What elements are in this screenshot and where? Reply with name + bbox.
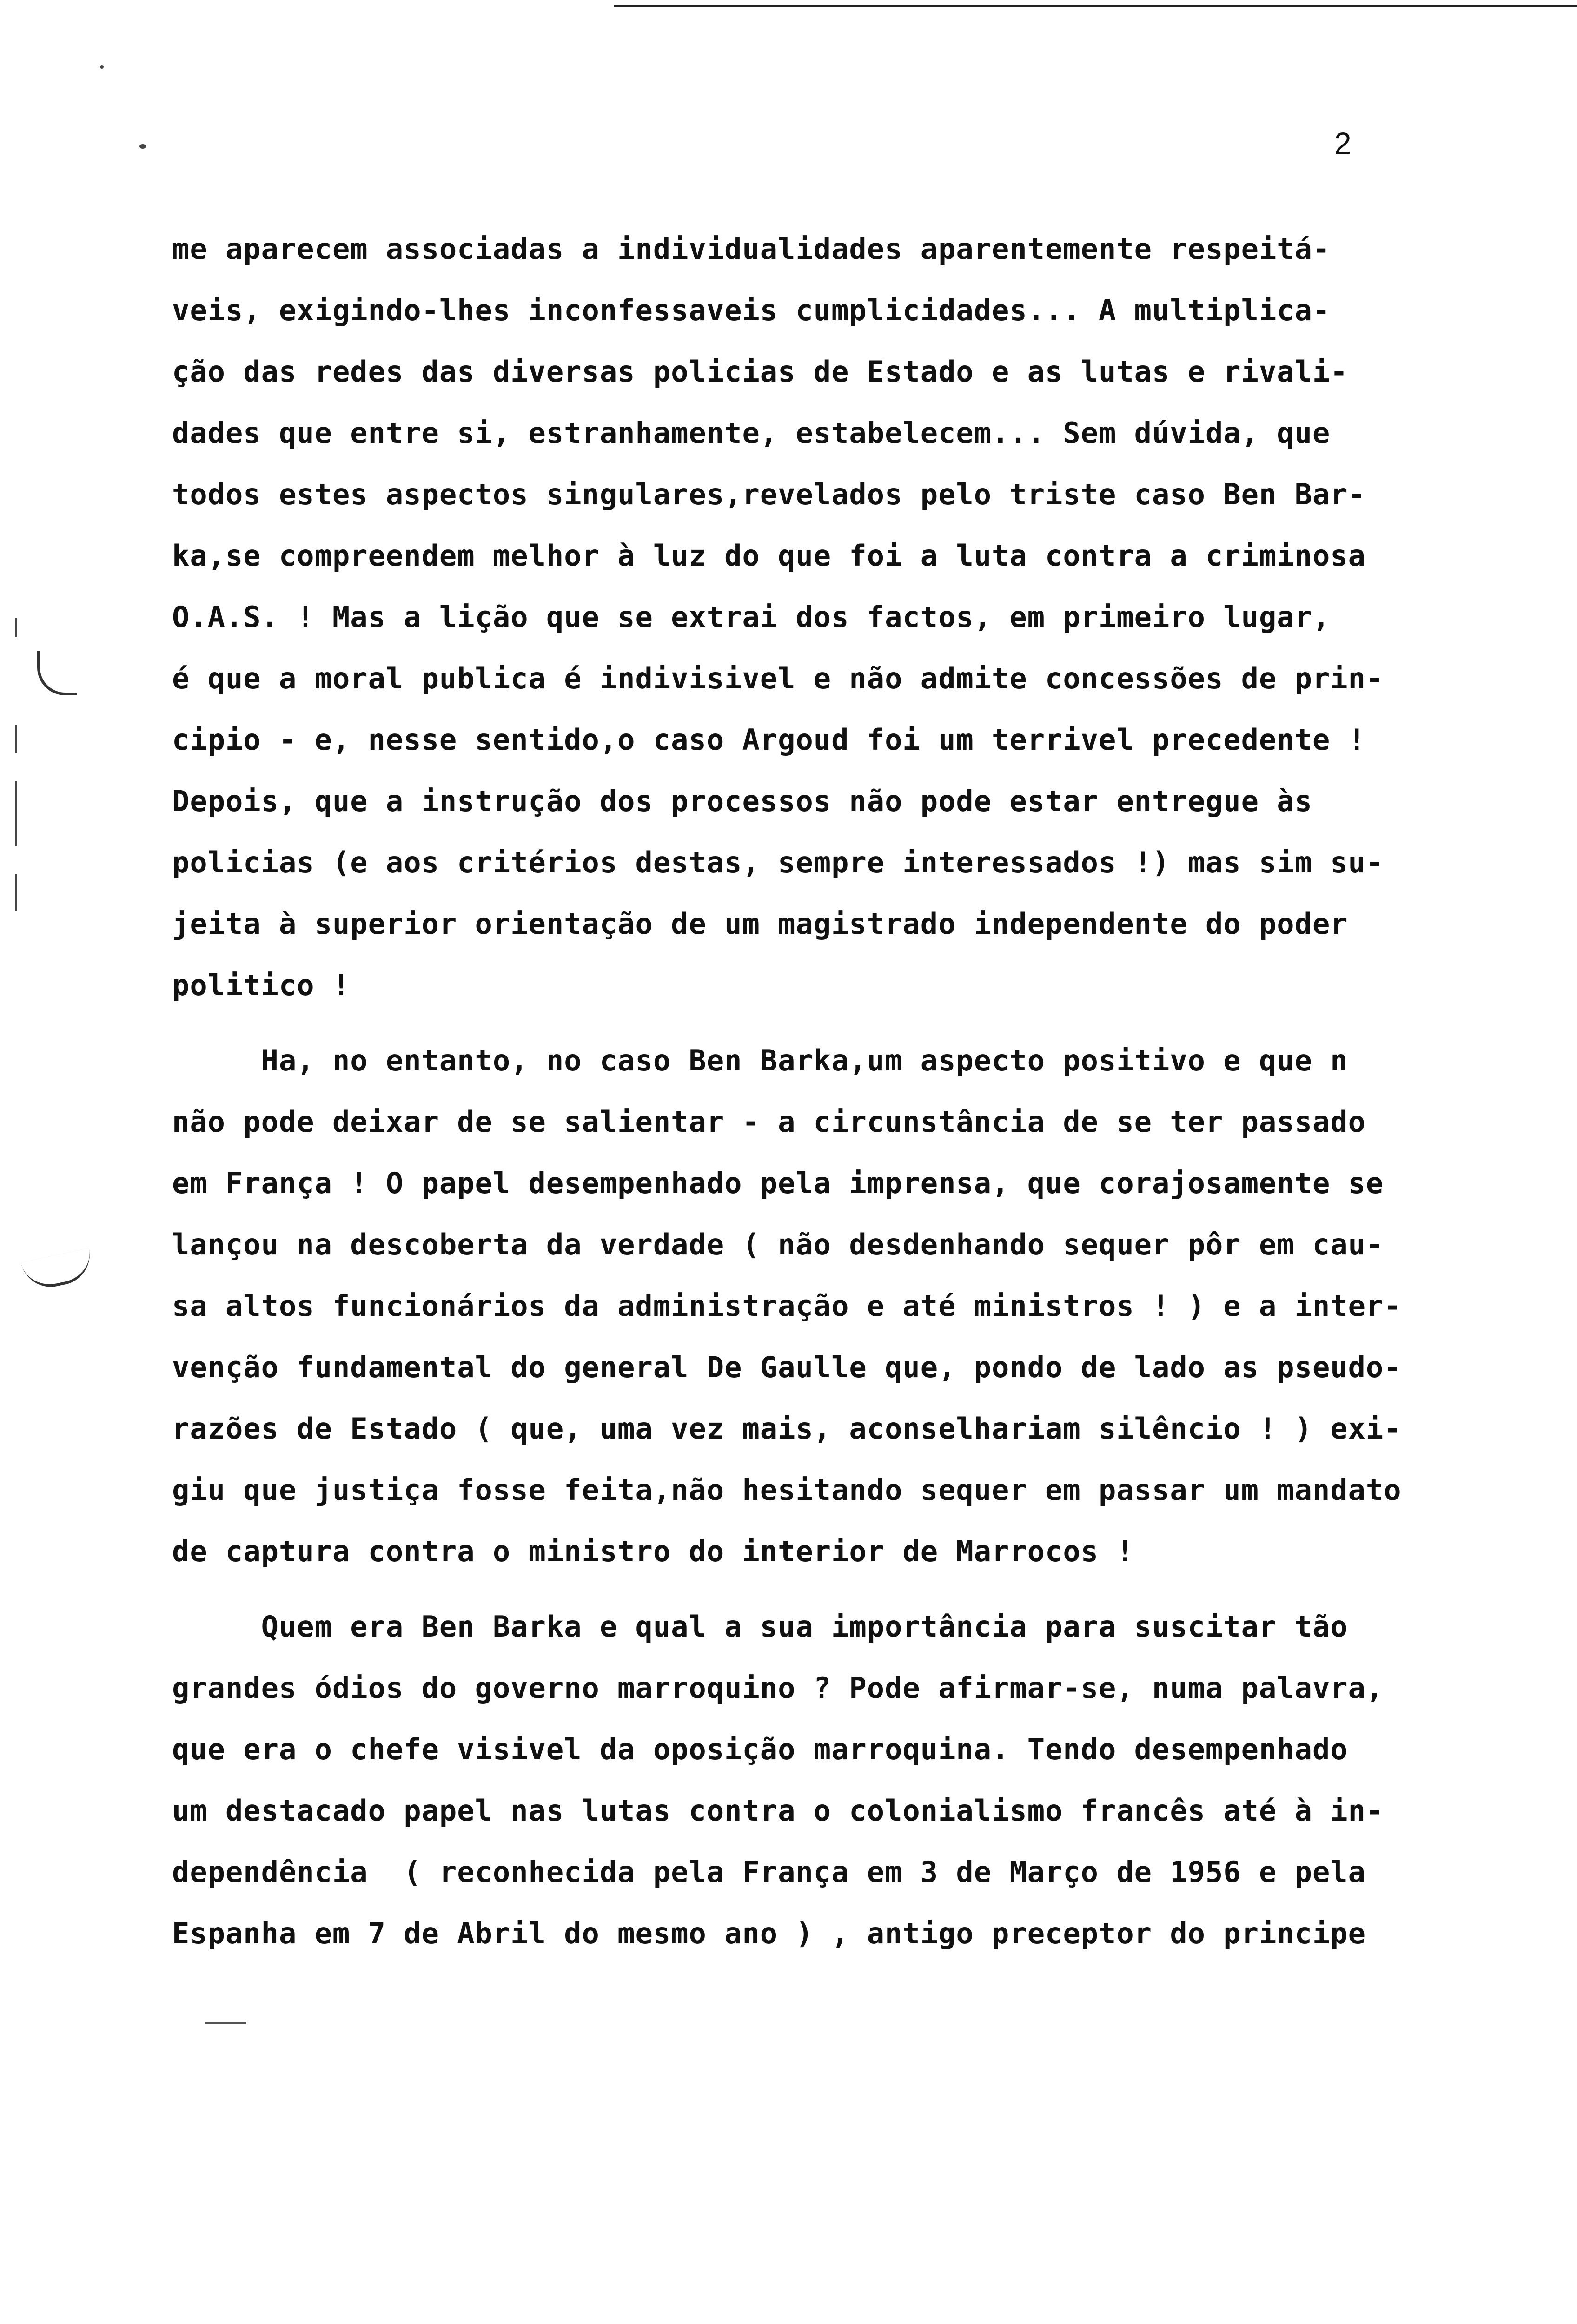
margin-tick-mark [15, 874, 17, 911]
margin-hook-mark [21, 1248, 95, 1293]
text-line: dades que entre si, estranhamente, estabelecem... Sem dúvida, que [172, 416, 1331, 450]
pencil-dash-mark [205, 2022, 246, 2024]
text-line: Quem era Ben Barka e qual a sua importância para suscitar tão [172, 1610, 1348, 1644]
text-line: politico ! [172, 968, 351, 1002]
ink-speck [139, 144, 146, 149]
text-line: não pode deixar de se salientar - a circunstância de se ter passado [172, 1105, 1366, 1139]
document-body [172, 218, 1483, 1964]
text-line: lançou na descoberta da verdade ( não desdenhando sequer pôr em cau- [172, 1228, 1384, 1261]
top-rule [614, 5, 1577, 7]
text-line: dependência ( reconhecida pela França em 3 de Março de 1956 e pela [172, 1855, 1366, 1889]
text-line: grandes ódios do governo marroquino ? Pode afirmar-se, numa palavra, [172, 1671, 1384, 1705]
margin-bracket-mark [37, 651, 77, 695]
text-line: razões de Estado ( que, uma vez mais, aconselhariam silêncio ! ) exi- [172, 1412, 1402, 1446]
paragraph-gap [172, 1582, 1483, 1596]
text-line: Depois, que a instrução dos processos não pode estar entregue às [172, 784, 1312, 818]
margin-tick-mark [15, 618, 17, 637]
text-line: de captura contra o ministro do interior de Marrocos ! [172, 1534, 1134, 1568]
paragraph-gap [172, 1016, 1483, 1030]
text-line: em França ! O papel desempenhado pela imprensa, que corajosamente se [172, 1166, 1384, 1200]
page-number: 2 [1334, 126, 1352, 160]
text-line: cipio - e, nesse sentido,o caso Argoud foi um terrivel precedente ! [172, 723, 1366, 757]
text-line: jeita à superior orientação de um magistrado independente do poder [172, 907, 1348, 941]
text-line: venção fundamental do general De Gaulle que, pondo de lado as pseudo- [172, 1350, 1402, 1384]
text-line: policias (e aos critérios destas, sempre interessados !) mas sim su- [172, 845, 1384, 879]
text-line: um destacado papel nas lutas contra o colonialismo francês até à in- [172, 1794, 1384, 1828]
text-line: veis, exigindo-lhes inconfessaveis cumplicidades... A multiplica- [172, 293, 1331, 327]
text-line: que era o chefe visivel da oposição marroquina. Tendo desempenhado [172, 1732, 1348, 1766]
text-line: Ha, no entanto, no caso Ben Barka,um aspecto positivo e que n [172, 1043, 1348, 1077]
text-line: sa altos funcionários da administração e até ministros ! ) e a inter- [172, 1289, 1402, 1323]
margin-tick-mark [15, 725, 17, 753]
text-line: é que a moral publica é indivisivel e não admite concessões de prin- [172, 661, 1384, 695]
text-line: me aparecem associadas a individualidades aparentemente respeitá- [172, 232, 1331, 266]
text-line: giu que justiça fosse feita,não hesitando sequer em passar um mandato [172, 1473, 1402, 1507]
text-line: O.A.S. ! Mas a lição que se extrai dos factos, em primeiro lugar, [172, 600, 1331, 634]
text-line: todos estes aspectos singulares,revelados pelo triste caso Ben Bar- [172, 477, 1366, 511]
text-line: Espanha em 7 de Abril do mesmo ano ) , antigo preceptor do principe [172, 1916, 1366, 1950]
text-line: ka,se compreendem melhor à luz do que foi a luta contra a criminosa [172, 539, 1366, 573]
ink-speck [100, 65, 104, 69]
text-line: ção das redes das diversas policias de Estado e as lutas e rivali- [172, 355, 1348, 389]
margin-tick-mark [15, 781, 17, 846]
